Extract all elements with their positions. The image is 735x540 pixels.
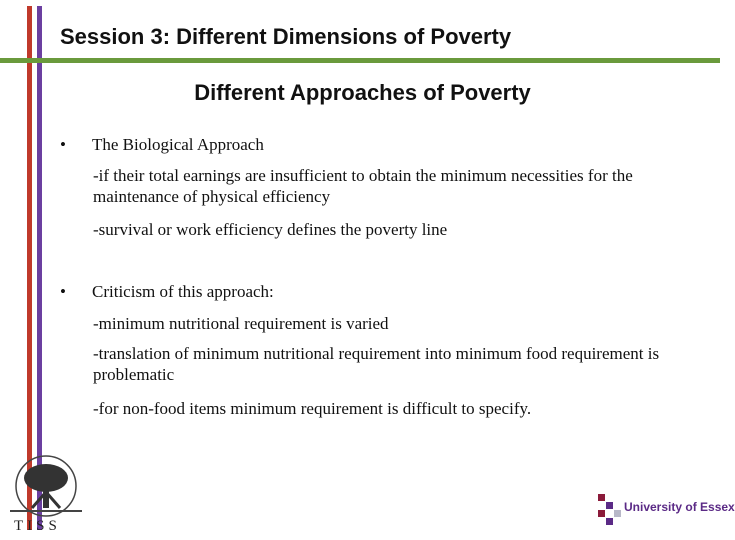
bullet-label: The Biological Approach <box>92 135 264 154</box>
essex-logo-text: University of Essex <box>624 500 735 514</box>
sub-point: -for non-food items minimum requirement is difficult to specify. <box>93 399 532 418</box>
sub-point: -if their total earnings are insufficient to obtain the minimum necessities for the maintenance of physical efficiency <box>93 166 633 206</box>
sub-point: -survival or work efficiency defines the poverty line <box>93 220 448 239</box>
sub-point: -translation of minimum nutritional requirement into minimum food requirement is problematic <box>93 344 660 384</box>
sub-point: -minimum nutritional requirement is varied <box>93 314 389 333</box>
session-title: Session 3: Different Dimensions of Poverty <box>60 24 512 49</box>
bullet-item <box>60 134 264 156</box>
tiss-logo-text: TISS <box>14 518 61 534</box>
header-rule <box>0 58 720 63</box>
bullet-icon: • <box>60 135 66 154</box>
bullet-label: Criticism of this approach: <box>92 282 274 301</box>
bullet-icon: • <box>60 282 66 301</box>
slide-title-text: Different Approaches of Poverty <box>194 80 531 105</box>
bullet-item <box>60 281 274 303</box>
slide-title <box>0 80 720 106</box>
